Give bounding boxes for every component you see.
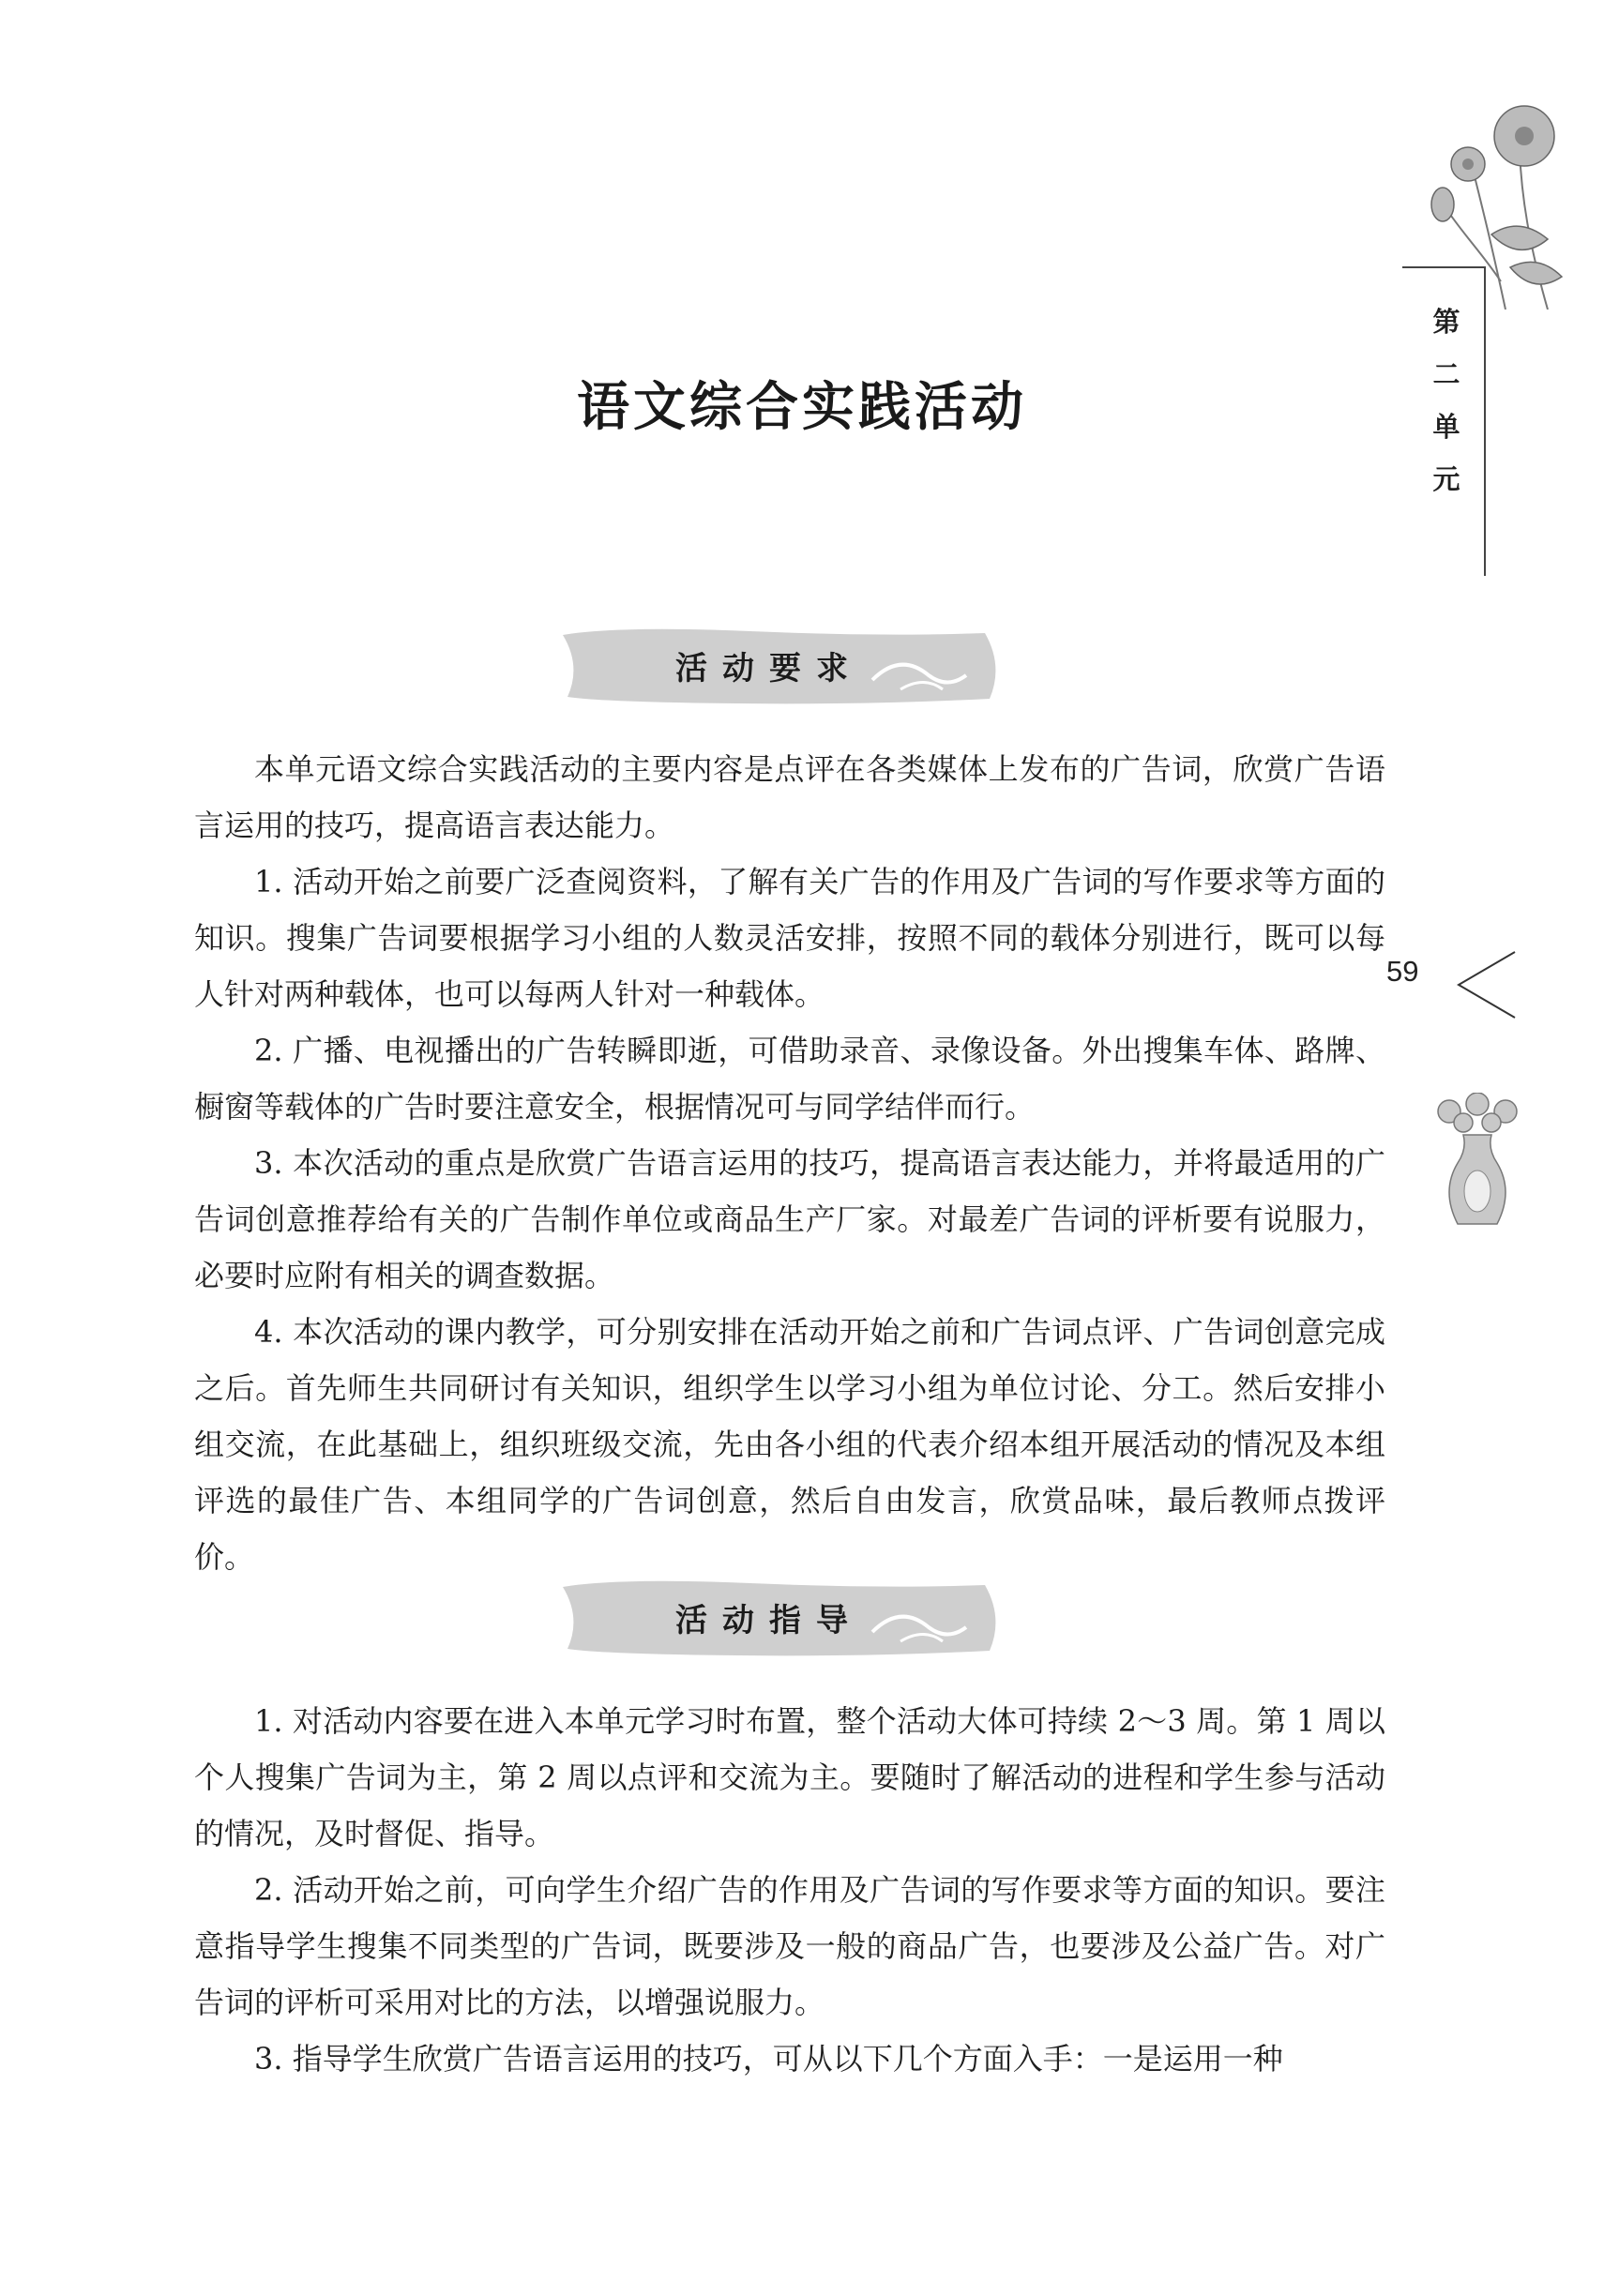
page-number: 59 <box>1386 955 1419 988</box>
paragraph: 1. 活动开始之前要广泛查阅资料，了解有关广告的作用及广告词的写作要求等方面的知识。搜集广告词要根据学习小组的人数灵活安排，按照不同的载体分别进行，既可以每人针对两种载体，也可以每两人针对一种载体。 <box>194 864 1385 1012</box>
chevron-left-icon <box>1454 947 1520 1022</box>
flower-illustration <box>1416 94 1576 310</box>
paragraph: 2. 活动开始之前，可向学生介绍广告的作用及广告词的写作要求等方面的知识。要注意指导学生搜集不同类型的广告词，既要涉及一般的商品广告，也要涉及公益广告。对广告词的评析可采用对比的方法，以增强说服力。 <box>194 1872 1385 2020</box>
paragraph: 3. 本次活动的重点是欣赏广告语言运用的技巧，提高语言表达能力，并将最适用的广告词创意推荐给有关的广告制作单位或商品生产厂家。对最差广告词的评析要有说服力，必要时应附有相关的调查数据。 <box>194 1145 1385 1293</box>
section-heading-text: 活动要求 <box>675 650 863 687</box>
section-heading-guidance <box>563 1576 1004 1660</box>
section-heading-requirements <box>563 624 1004 708</box>
paragraph: 2. 广播、电视播出的广告转瞬即逝，可借助录音、录像设备。外出搜集车体、路牌、橱窗等载体的广告时要注意安全，根据情况可与同学结伴而行。 <box>194 1033 1385 1125</box>
section-body-requirements <box>194 741 1385 1585</box>
section-body-guidance <box>194 1693 1385 2087</box>
page-title: 语文综合实践活动 <box>577 376 1027 438</box>
paragraph: 1. 对活动内容要在进入本单元学习时布置，整个活动大体可持续 2～3 周。第 1 周以个人搜集广告词为主，第 2 周以点评和交流为主。要随时了解活动的进程和学生参与活动的情况，及时督促、指导。 <box>194 1703 1385 1851</box>
margin-rule-horizontal <box>1402 266 1486 268</box>
paragraph: 本单元语文综合实践活动的主要内容是点评在各类媒体上发布的广告词，欣赏广告语言运用的技巧，提高语言表达能力。 <box>194 751 1385 843</box>
paragraph: 4. 本次活动的课内教学，可分别安排在活动开始之前和广告词点评、广告词创意完成之后。首先师生共同研讨有关知识，组织学生以学习小组为单位讨论、分工。然后安排小组交流，在此基础上，组织班级交流，先由各小组的代表介绍本组开展活动的情况及本组评选的最佳广告、本组同学的广告词创意，然后自由发言，欣赏品味，最后教师点拨评价。 <box>194 1314 1385 1575</box>
unit-label: 第二单元 <box>1432 306 1460 495</box>
section-heading-text: 活动指导 <box>675 1602 863 1639</box>
vase-illustration <box>1426 1093 1529 1243</box>
paragraph: 3. 指导学生欣赏广告语言运用的技巧，可从以下几个方面入手：一是运用一种 <box>254 2041 1283 2077</box>
